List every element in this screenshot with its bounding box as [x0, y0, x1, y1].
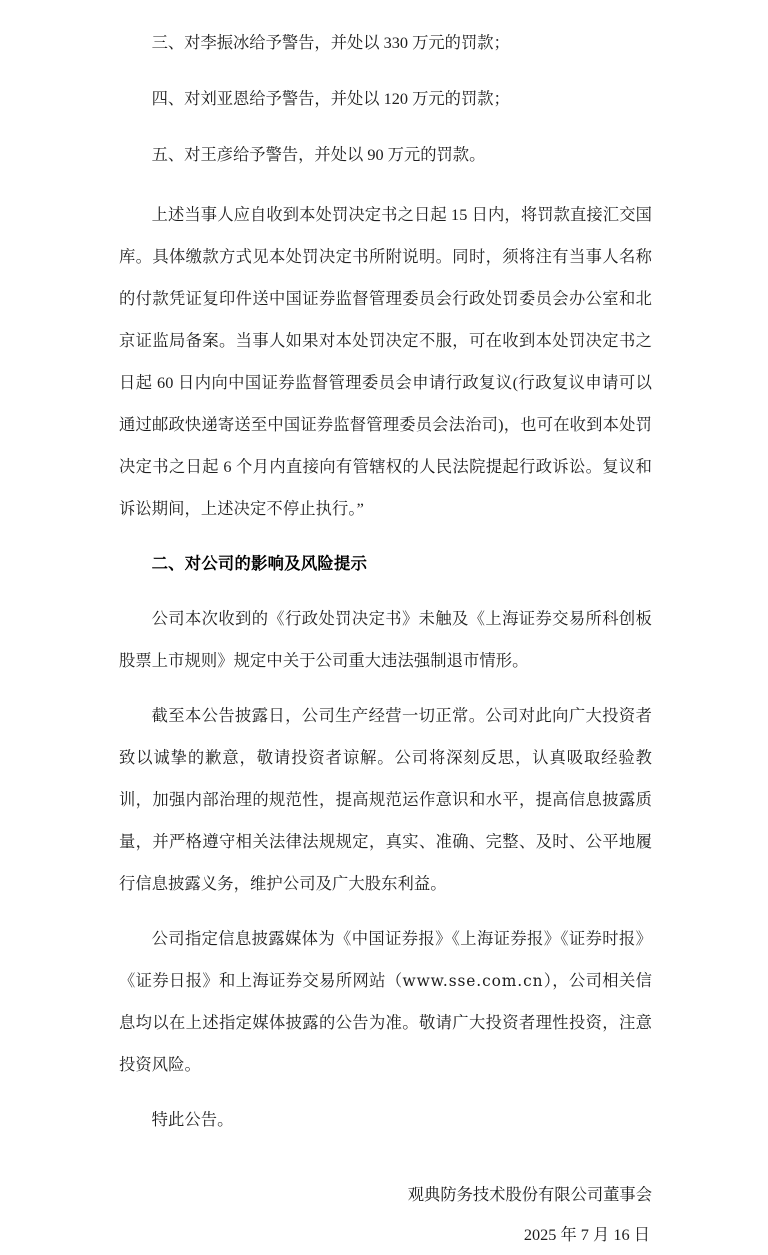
penalty-item: 五、对王彦给予警告，并处以 90 万元的罚款。 — [151, 145, 486, 164]
spacer — [119, 585, 652, 598]
signing-company-name: 观典防务技术股份有限公司董事会 — [407, 1185, 652, 1204]
penalty-item: 四、对刘亚恩给予警告，并处以 120 万元的罚款； — [151, 89, 510, 108]
spacer — [119, 682, 652, 695]
signing-date: 2025 年 7 月 16 日 — [523, 1225, 650, 1244]
media-note-text-before-url: 公司指定信息披露媒体为《中国证券报》《上海证券报》《证券时报》《证券日报》和上海证券交易所网站（ — [119, 929, 652, 990]
closing-statement: 特此公告。 — [151, 1110, 234, 1129]
signature-block — [119, 1175, 652, 1255]
media-disclosure-paragraph — [119, 918, 652, 1086]
spacer — [119, 121, 652, 134]
operations-note-paragraph: 截至本公告披露日，公司生产经营一切正常。公司对此向广大投资者致以诚挚的歉意，敬请投资者谅解。公司将深刻反思，认真吸取经验教训，加强内部治理的规范性，提高规范运作意识和水平，提高信息披露质量，并严格遵守相关法律法规规定，真实、准确、完整、及时、公平地履行信息披露义务，维护公司及广大股东利益。 — [119, 706, 652, 893]
section-heading-impact-and-risk: 二、对公司的影响及风险提示 — [151, 554, 368, 573]
payment-notice-paragraph: 上述当事人应自收到本处罚决定书之日起 15 日内，将罚款直接汇交国库。具体缴款方式见本处罚决定书所附说明。同时，须将注有当事人名称的付款凭证复印件送中国证券监督管理委员会行政处罚委员会办公室和北京证监局备案。当事人如果对本处罚决定不服，可在收到本处罚决定书之日起 60 日内向中国证券监督管理委员会申请行政复议(行政复议申请可以通过邮政快递寄送至中国证券监督管理委员会法治司)，也可在收到本处罚决定书之日起 6 个月内直接向有管辖权的人民法院提起行政诉讼。复议和诉讼期间，上述决定不停止执行。” — [119, 205, 652, 518]
spacer — [119, 1086, 652, 1099]
spacer — [119, 177, 652, 194]
sse-website-url: www.sse.com.cn — [402, 972, 544, 990]
media-note-text-after-url: ），公司相关信息均以在上述指定媒体披露的公告为准。敬请广大投资者理性投资，注意投资风险。 — [119, 971, 652, 1074]
spacer — [119, 905, 652, 918]
delisting-note-paragraph: 公司本次收到的《行政处罚决定书》未触及《上海证券交易所科创板股票上市规则》规定中关于公司重大违法强制退市情形。 — [119, 609, 652, 670]
penalty-list — [119, 22, 652, 176]
spacer — [119, 65, 652, 78]
penalty-item: 三、对李振冰给予警告，并处以 330 万元的罚款； — [151, 33, 510, 52]
spacer — [119, 530, 652, 543]
